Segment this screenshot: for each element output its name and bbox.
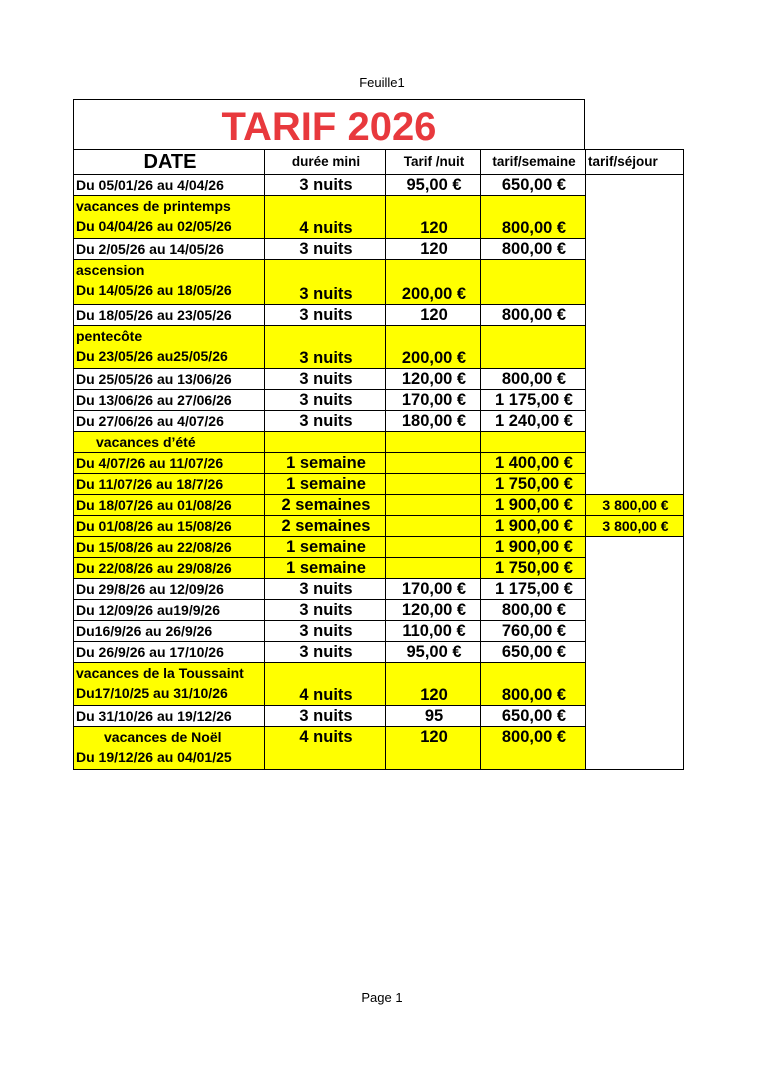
row-sejour [586,239,684,260]
row-sejour [586,600,684,621]
row-sejour [586,196,684,239]
row-date: Du 15/08/26 au 22/08/26 [74,537,265,558]
row-nuit: 120 [386,196,481,239]
section-cell [74,727,265,770]
row-sejour [586,175,684,196]
row-duree: 4 nuits [265,727,386,770]
row-duree: 4 nuits [265,196,386,239]
row-date: Du 29/8/26 au 12/09/26 [74,579,265,600]
row-semaine: 800,00 € [481,727,586,770]
row-nuit: 95,00 € [386,175,481,196]
row-semaine: 1 750,00 € [481,558,586,579]
table-row [74,175,684,196]
row-semaine: 650,00 € [481,642,586,663]
row-sejour [586,474,684,495]
row-duree: 1 semaine [265,558,386,579]
row-semaine: 1 175,00 € [481,390,586,411]
row-sejour [586,621,684,642]
table-row [74,260,684,305]
row-duree: 3 nuits [265,642,386,663]
row-sejour [586,706,684,727]
row-nuit [386,432,481,453]
row-semaine: 800,00 € [481,369,586,390]
table-row [74,558,684,579]
row-nuit [386,495,481,516]
row-duree: 3 nuits [265,239,386,260]
row-nuit: 200,00 € [386,326,481,369]
table-row [74,305,684,326]
tariff-table [73,149,684,770]
section-cell [74,663,265,706]
row-nuit: 120 [386,305,481,326]
row-semaine: 1 900,00 € [481,516,586,537]
row-nuit: 120 [386,663,481,706]
section-label: vacances de printemps [76,198,231,214]
section-label: ascension [76,262,145,278]
row-nuit [386,453,481,474]
row-duree: 1 semaine [265,474,386,495]
row-duree: 3 nuits [265,369,386,390]
table-row [74,621,684,642]
row-date: Du 05/01/26 au 4/04/26 [74,175,265,196]
section-label: pentecôte [76,328,143,344]
row-semaine [481,326,586,369]
row-date: Du 12/09/26 au19/9/26 [74,600,265,621]
row-duree: 3 nuits [265,411,386,432]
row-date: Du 4/07/26 au 11/07/26 [74,453,265,474]
row-nuit [386,516,481,537]
table-row [74,642,684,663]
section-label: vacances d’été [74,432,265,453]
row-semaine [481,260,586,305]
row-nuit: 110,00 € [386,621,481,642]
row-semaine: 760,00 € [481,621,586,642]
row-semaine: 800,00 € [481,239,586,260]
page-number: Page 1 [361,990,403,1005]
row-duree: 2 semaines [265,495,386,516]
row-duree: 3 nuits [265,305,386,326]
row-duree: 3 nuits [265,175,386,196]
row-date: Du16/9/26 au 26/9/26 [74,621,265,642]
row-semaine: 1 750,00 € [481,474,586,495]
row-sejour [586,432,684,453]
row-duree: 4 nuits [265,663,386,706]
row-duree: 1 semaine [265,453,386,474]
row-sejour [586,411,684,432]
row-date: Du 13/06/26 au 27/06/26 [74,390,265,411]
row-semaine: 800,00 € [481,663,586,706]
row-date: Du 23/05/26 au25/05/26 [76,348,228,364]
table-row [74,196,684,239]
row-sejour: 3 800,00 € [586,516,684,537]
row-semaine: 1 240,00 € [481,411,586,432]
table-row [74,600,684,621]
row-nuit [386,558,481,579]
row-date: Du 04/04/26 au 02/05/26 [76,218,232,234]
row-semaine: 650,00 € [481,706,586,727]
row-sejour [586,305,684,326]
header-row [74,150,684,175]
sheet-name: Feuille1 [359,75,405,90]
section-label: vacances de Noël [104,729,222,745]
table-row [74,326,684,369]
row-sejour: 3 800,00 € [586,495,684,516]
row-nuit: 120 [386,239,481,260]
header-semaine: tarif/semaine [481,150,586,175]
table-row [74,706,684,727]
title-box [73,99,585,149]
row-date: Du 26/9/26 au 17/10/26 [74,642,265,663]
row-duree: 3 nuits [265,326,386,369]
row-sejour [586,558,684,579]
row-date: Du 01/08/26 au 15/08/26 [74,516,265,537]
row-semaine: 650,00 € [481,175,586,196]
row-nuit: 120,00 € [386,600,481,621]
row-semaine: 1 900,00 € [481,495,586,516]
row-nuit [386,537,481,558]
header-date: DATE [74,150,265,175]
table-row [74,369,684,390]
row-date: Du 2/05/26 au 14/05/26 [74,239,265,260]
row-date: Du 18/07/26 au 01/08/26 [74,495,265,516]
section-label: vacances de la Toussaint [76,665,244,681]
row-date: Du 22/08/26 au 29/08/26 [74,558,265,579]
row-duree: 3 nuits [265,579,386,600]
row-duree: 3 nuits [265,621,386,642]
row-sejour [586,326,684,369]
table-row [74,474,684,495]
row-semaine [481,432,586,453]
header-nuit: Tarif /nuit [386,150,481,175]
row-date: Du 27/06/26 au 4/07/26 [74,411,265,432]
table-row [74,390,684,411]
row-sejour [586,727,684,770]
row-sejour [586,579,684,600]
row-date: Du 14/05/26 au 18/05/26 [76,282,232,298]
row-duree: 1 semaine [265,537,386,558]
table-row [74,727,684,770]
row-semaine: 1 400,00 € [481,453,586,474]
row-sejour [586,260,684,305]
row-duree: 3 nuits [265,260,386,305]
row-sejour [586,390,684,411]
row-date: Du 31/10/26 au 19/12/26 [74,706,265,727]
row-nuit: 180,00 € [386,411,481,432]
row-nuit: 170,00 € [386,390,481,411]
row-nuit: 95 [386,706,481,727]
row-duree: 3 nuits [265,390,386,411]
row-semaine: 800,00 € [481,305,586,326]
table-row [74,516,684,537]
row-date: Du 18/05/26 au 23/05/26 [74,305,265,326]
row-semaine: 800,00 € [481,600,586,621]
table-row [74,411,684,432]
row-sejour [586,642,684,663]
page-title: TARIF 2026 [221,105,437,149]
table-row [74,453,684,474]
row-sejour [586,453,684,474]
header-duree: durée mini [265,150,386,175]
row-nuit: 170,00 € [386,579,481,600]
row-nuit [386,474,481,495]
row-date: Du 19/12/26 au 04/01/25 [76,749,232,765]
row-date: Du 25/05/26 au 13/06/26 [74,369,265,390]
row-nuit: 120,00 € [386,369,481,390]
header-sejour: tarif/séjour [586,150,684,175]
row-semaine: 800,00 € [481,196,586,239]
table-row [74,239,684,260]
table-row [74,663,684,706]
row-duree: 3 nuits [265,706,386,727]
section-cell [74,260,265,305]
row-sejour [586,663,684,706]
section-row [74,432,684,453]
row-duree: 2 semaines [265,516,386,537]
row-duree [265,432,386,453]
table-row [74,495,684,516]
row-sejour [586,537,684,558]
section-cell [74,196,265,239]
table-row [74,579,684,600]
row-nuit: 200,00 € [386,260,481,305]
row-duree: 3 nuits [265,600,386,621]
table-row [74,537,684,558]
row-date: Du17/10/25 au 31/10/26 [76,685,228,701]
row-semaine: 1 175,00 € [481,579,586,600]
row-nuit: 120 [386,727,481,770]
section-cell [74,326,265,369]
row-date: Du 11/07/26 au 18/7/26 [74,474,265,495]
row-nuit: 95,00 € [386,642,481,663]
row-semaine: 1 900,00 € [481,537,586,558]
row-sejour [586,369,684,390]
